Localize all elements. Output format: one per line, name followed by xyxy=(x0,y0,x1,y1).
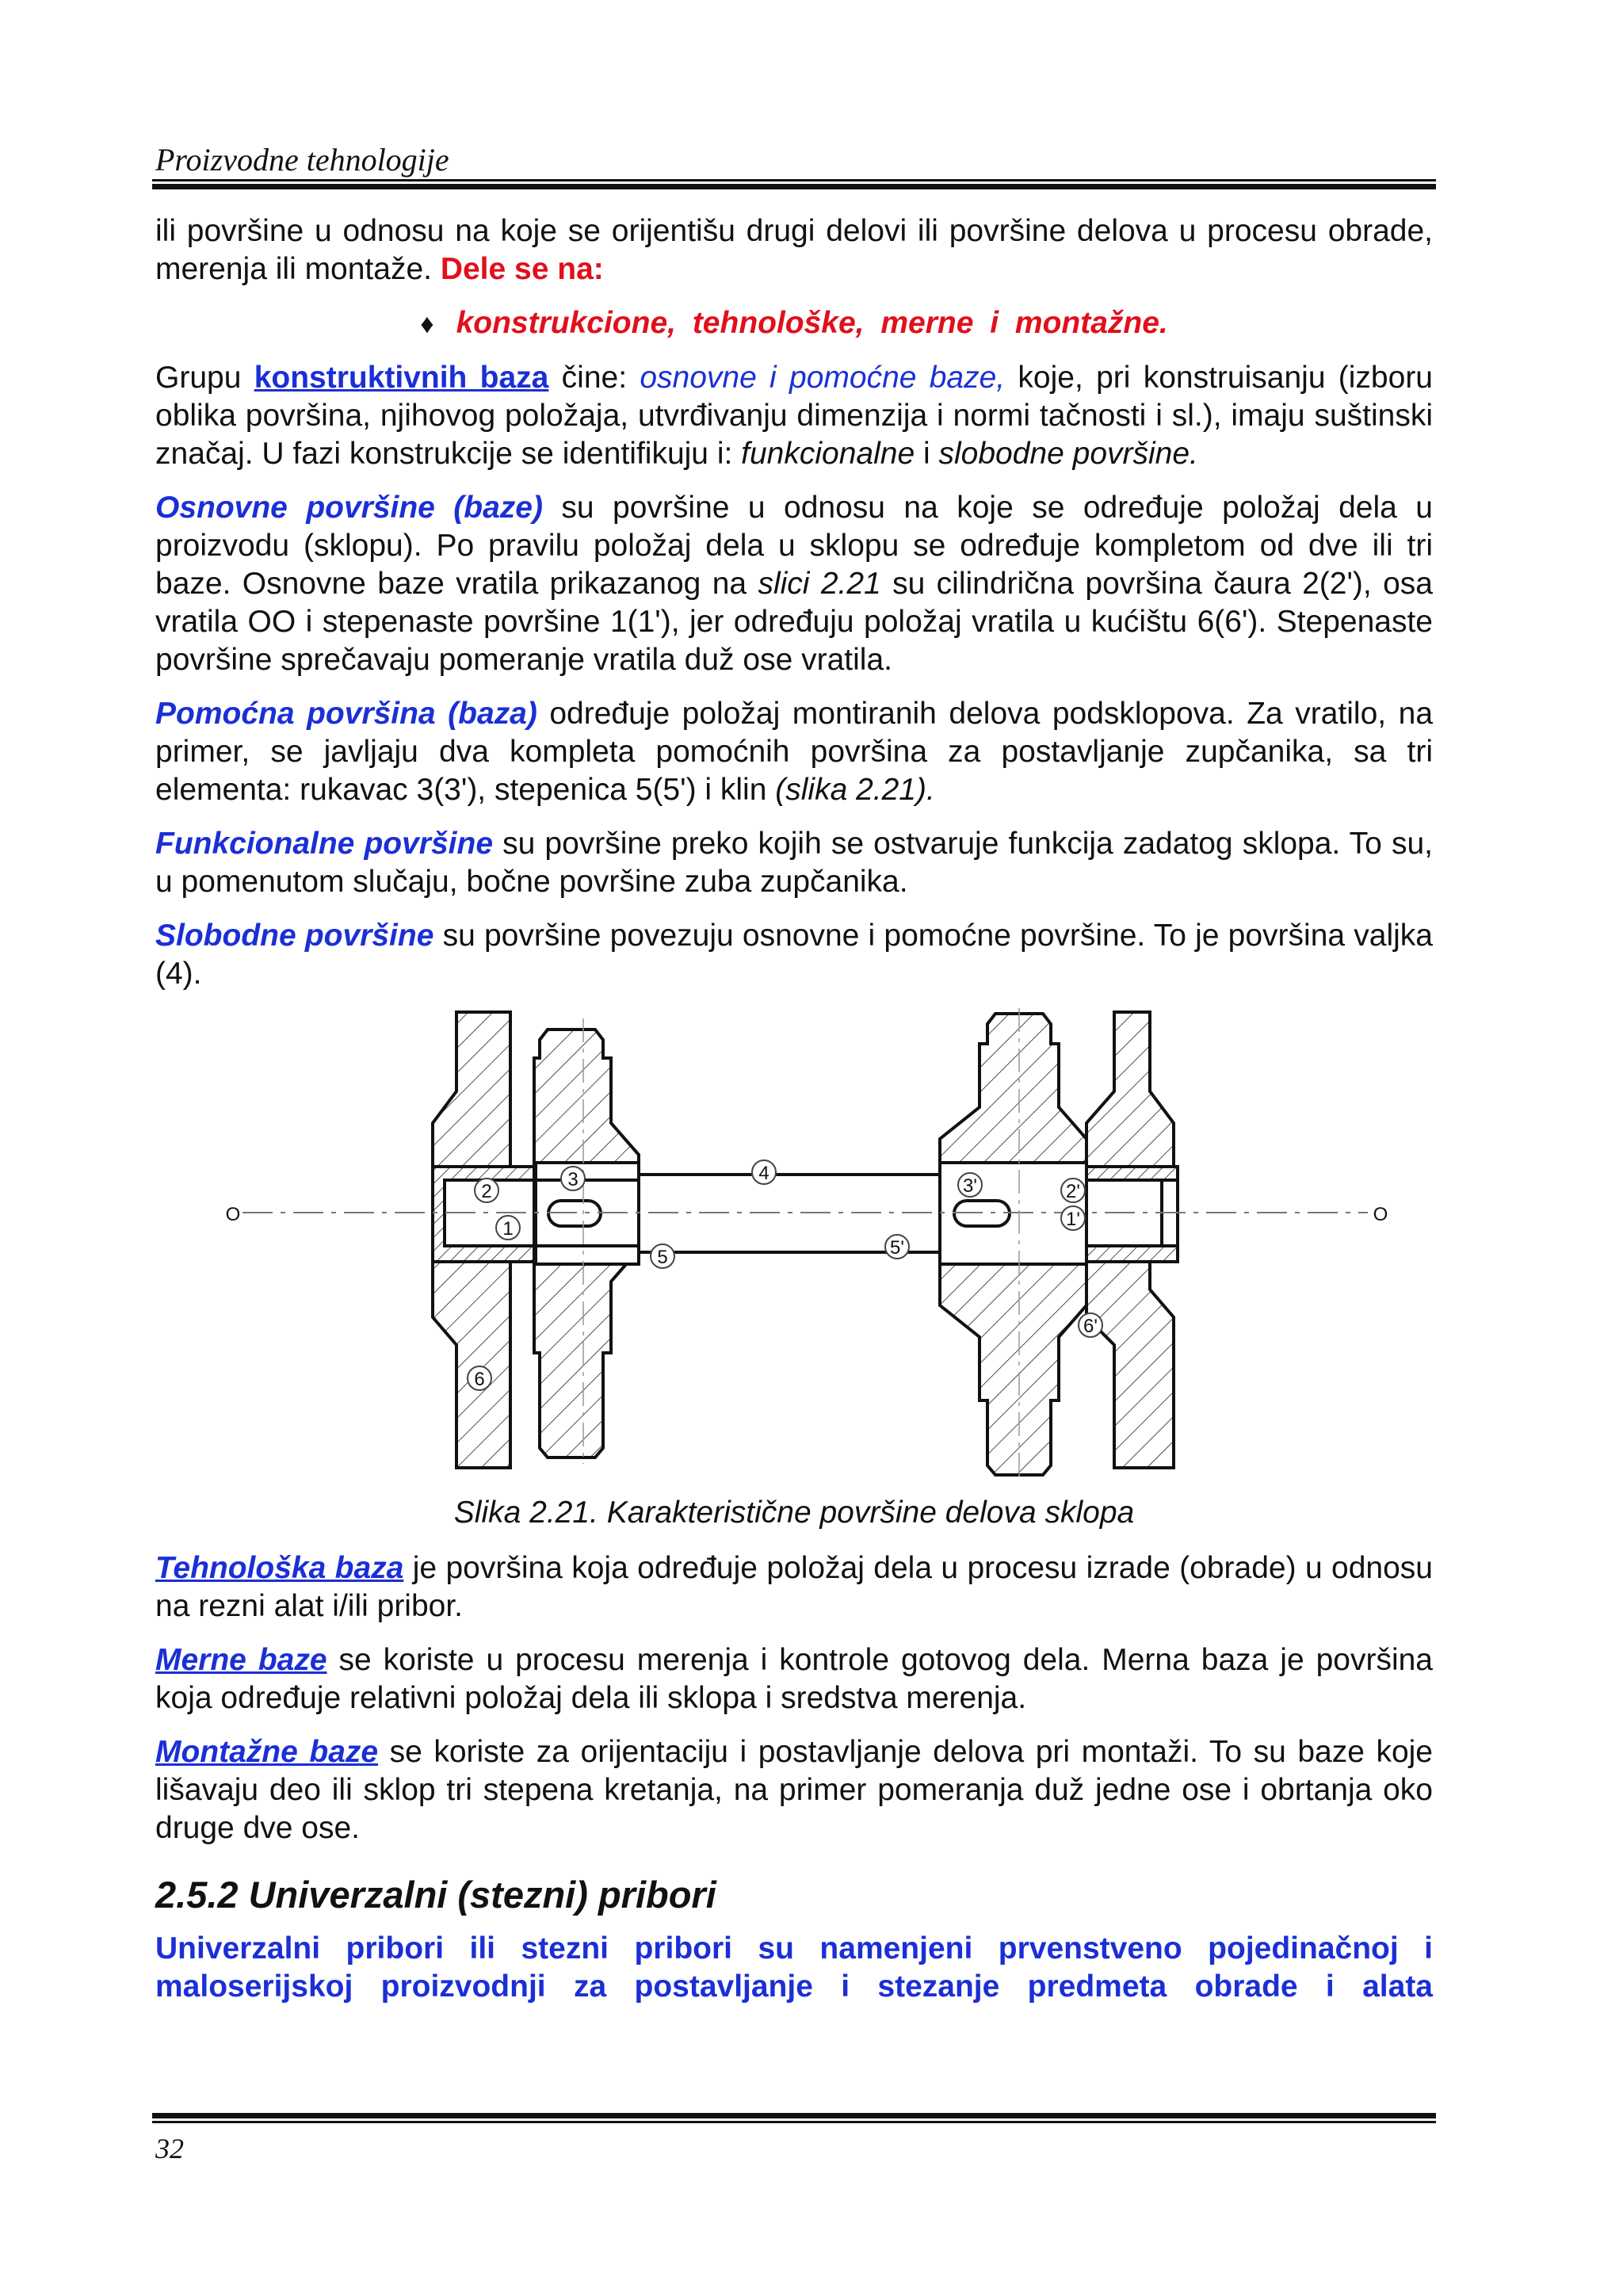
label-6: 6 xyxy=(474,1369,485,1390)
header-rule-thick xyxy=(152,184,1436,189)
term-montazne-baze: Montažne baze xyxy=(155,1735,379,1769)
paragraph-montazne xyxy=(155,1733,1433,1847)
figure-2-21 xyxy=(155,1004,1433,1480)
bullet-item xyxy=(155,304,1433,343)
italic-text: slici 2.21 xyxy=(758,567,881,601)
figure-caption: Slika 2.21. Karakteristične površine delova sklopa xyxy=(453,1496,1135,1530)
label-o-left: O xyxy=(225,1204,241,1225)
text-span: su površine povezuju osnovne i pomoćne površine. To je površina valjka (4). xyxy=(155,919,1433,991)
text-span: su površine preko kojih se ostvaruje funkcija zadatog sklopa. To su, u pomenutom slučaju, bočne površine zuba zupčanika. xyxy=(155,827,1433,899)
section-heading: 2.5.2 Univerzalni (stezni) pribori xyxy=(155,1874,716,1916)
page-body xyxy=(155,212,1433,2006)
term-slobodne-povrsine: Slobodne površine xyxy=(155,919,434,953)
footer-rule-thin xyxy=(152,2121,1436,2123)
intro-text: ili površine u odnosu na koje se orijentišu drugi delovi ili površine delova u procesu obrade, merenja ili montaže. xyxy=(155,214,1433,286)
paragraph-konstruktivne xyxy=(155,359,1433,473)
text-span: određuje položaj montiranih delova podsklopova. Za vratilo, na primer, se javljaju dva kompleta pomoćnih površina za postavljanje zupčanika, sa tri elementa: rukavac 3(3'), stepenica 5(5') i klin xyxy=(155,697,1434,807)
header-rule-thin xyxy=(152,179,1436,181)
label-3p: 3' xyxy=(963,1175,977,1197)
term-konstruktivnih-baza: konstruktivnih baza xyxy=(254,361,549,395)
label-o-right: O xyxy=(1373,1204,1388,1225)
paragraph-univerzalni: Univerzalni pribori ili stezni pribori su namenjeni prvenstveno pojedinačnoj i maloserijskoj proizvodnji za postavljanje i stezanje predmeta obrade i alata xyxy=(155,1931,1433,2004)
label-1: 1 xyxy=(502,1218,514,1240)
housing-left-lower xyxy=(433,1262,510,1468)
term-funkcionalne-povrsine: Funkcionalne površine xyxy=(155,827,494,861)
text-span: se koriste za orijentaciju i postavljanje delova pri montaži. To su baze koje lišavaju deo ili sklop tri stepena kretanja, na primer pomeranja duž jedne ose i obrtanja oko druge dve ose. xyxy=(155,1735,1433,1845)
label-2: 2 xyxy=(481,1181,492,1202)
paragraph-intro xyxy=(155,212,1433,288)
text-span: koje, pri konstruisanju (izboru oblika površina, njihovog položaja, utvrđivanju dimenzija i normi tačnosti i sl.), imaju suštinski značaj. U fazi konstrukcije se identifikuju i: xyxy=(155,361,1433,471)
bullet-text: konstrukcione, tehnološke, merne i montažne. xyxy=(456,306,1168,340)
intro-highlight: Dele se na: xyxy=(440,252,604,286)
blue-italic-text: osnovne i pomoćne baze, xyxy=(640,361,1006,395)
housing-left-upper xyxy=(433,1012,510,1167)
paragraph-slobodne xyxy=(155,917,1433,993)
italic-text: slobodne površine. xyxy=(938,437,1198,471)
text-span: su površine u odnosu na koje se određuje položaj dela u proizvodu (sklopu). Po pravilu položaj dela u sklopu se određuje kompletom od dve ili tri baze. Osnovne baze vratila prikazanog na xyxy=(155,491,1433,601)
paragraph-tehnoloska xyxy=(155,1549,1433,1626)
label-6p: 6' xyxy=(1083,1316,1098,1337)
text-span: čine: xyxy=(548,361,640,395)
term-merne-baze: Merne baze xyxy=(155,1643,327,1677)
label-4: 4 xyxy=(758,1163,769,1184)
housing-right-lower xyxy=(1086,1262,1174,1468)
term-pomocna-povrsina: Pomoćna površina (baza) xyxy=(155,697,537,731)
label-3: 3 xyxy=(567,1169,579,1190)
term-osnovne-povrsine: Osnovne površine (baze) xyxy=(155,491,543,525)
term-tehnoloska-baza: Tehnološka baza xyxy=(155,1551,404,1585)
text-span: su cilindrična površina čaura 2(2'), osa vratila OO i stepenaste površine 1(1'), jer određuju položaj vratila u kućištu 6(6'). Stepenaste površine sprečavaju pomeranje vratila duž ose vratila. xyxy=(155,567,1433,677)
label-5p: 5' xyxy=(890,1237,904,1259)
paragraph-merne xyxy=(155,1641,1433,1717)
label-5: 5 xyxy=(657,1247,668,1268)
paragraph-osnovne xyxy=(155,489,1433,679)
text-span: je površina koja određuje položaj dela u procesu izrade (obrade) u odnosu na rezni alat i/ili pribor. xyxy=(155,1551,1433,1623)
page-number: 32 xyxy=(155,2133,184,2164)
shaft-assembly-drawing xyxy=(155,1004,1433,1480)
diamond-bullet-icon: ♦ xyxy=(420,309,434,339)
label-1p: 1' xyxy=(1066,1209,1080,1230)
label-2p: 2' xyxy=(1066,1181,1080,1202)
italic-text: funkcionalne xyxy=(741,437,915,471)
housing-right-upper xyxy=(1086,1012,1174,1167)
footer-rule-thick xyxy=(152,2113,1436,2118)
paragraph-funkcionalne xyxy=(155,825,1433,901)
text-span: se koriste u procesu merenja i kontrole gotovog dela. Merna baza je površina koja određuje relativni položaj dela ili sklopa i sredstva merenja. xyxy=(155,1643,1433,1715)
text-span: Grupu xyxy=(155,361,254,395)
italic-text: (slika 2.21). xyxy=(775,773,935,807)
paragraph-pomocna xyxy=(155,695,1433,809)
text-span: i xyxy=(915,437,939,471)
running-header-title: Proizvodne tehnologije xyxy=(155,142,449,178)
